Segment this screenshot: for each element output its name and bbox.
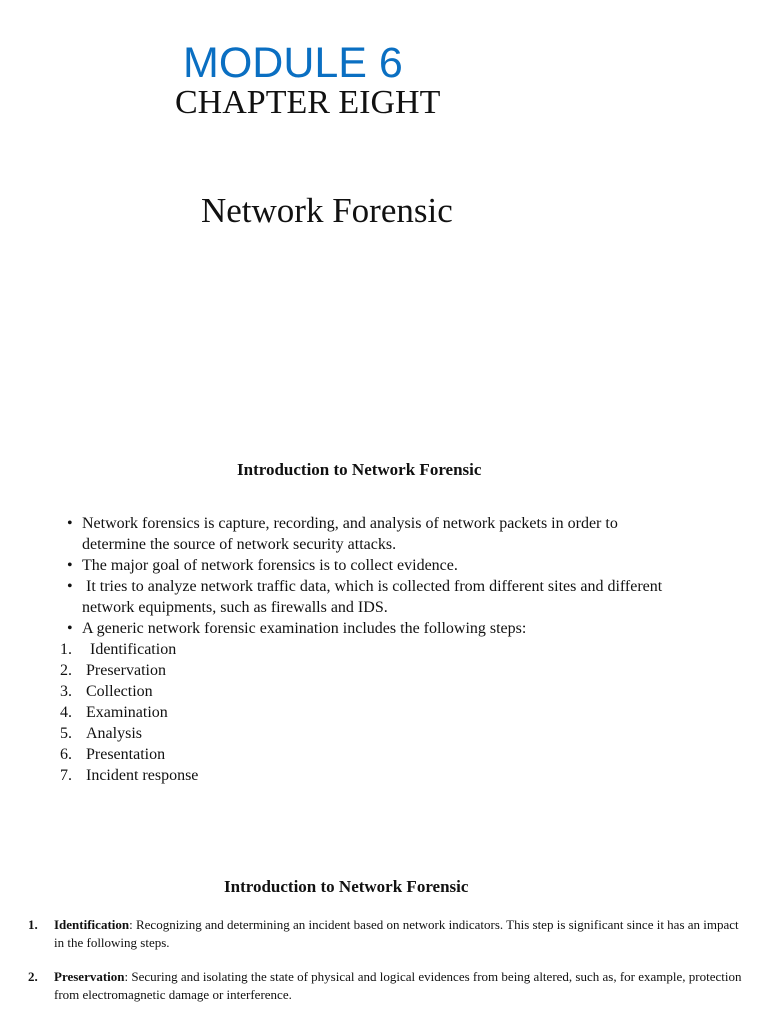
definition-item xyxy=(0,968,768,1004)
definition-number: 1. xyxy=(28,917,38,932)
bullet-line: Network forensics is capture, recording, and analysis of network packets in order to xyxy=(82,515,618,532)
step-item xyxy=(0,744,768,765)
step-item xyxy=(0,723,768,744)
step-label: Preservation xyxy=(86,662,166,679)
module-title: MODULE 6 xyxy=(183,39,403,87)
intro-bullet-list xyxy=(0,513,768,639)
step-label: Analysis xyxy=(86,725,142,742)
step-item xyxy=(0,702,768,723)
step-item xyxy=(0,639,768,660)
step-label: Incident response xyxy=(86,767,199,784)
bullet-symbol: • xyxy=(67,578,73,595)
details-heading: Introduction to Network Forensic xyxy=(224,877,469,896)
step-label: Examination xyxy=(86,704,168,721)
step-item xyxy=(0,681,768,702)
definition-term: Preservation xyxy=(54,969,125,984)
bullet-line: It tries to analyze network traffic data, which is collected from different sites and different xyxy=(82,578,663,595)
step-number: 5. xyxy=(60,725,72,742)
document-title: Network Forensic xyxy=(201,191,453,230)
bullet-line: network equipments, such as firewalls and IDS. xyxy=(82,599,388,616)
definition-item xyxy=(0,916,768,952)
bullet-line: determine the source of network security attacks. xyxy=(82,536,397,553)
definition-text: : Recognizing and determining an incident based on network indicators. This step is significant since it has an impact in the following steps. xyxy=(54,917,739,950)
step-number: 4. xyxy=(60,704,72,721)
step-label: Collection xyxy=(86,683,153,700)
steps-list xyxy=(0,639,768,786)
bullet-symbol: • xyxy=(67,515,73,532)
definition-text: : Securing and isolating the state of physical and logical evidences from being altered, such as, for example, protection from electromagnetic damage or interference. xyxy=(54,969,742,1002)
bullet-symbol: • xyxy=(67,620,73,637)
step-number: 2. xyxy=(60,662,72,679)
step-label: Identification xyxy=(86,641,177,658)
step-item xyxy=(0,765,768,786)
definition-term: Identification xyxy=(54,917,130,932)
step-label: Presentation xyxy=(86,746,166,763)
bullet-item xyxy=(0,555,768,576)
step-number: 3. xyxy=(60,683,72,700)
bullet-item xyxy=(0,618,768,639)
bullet-line: The major goal of network forensics is to collect evidence. xyxy=(82,557,458,574)
definition-body xyxy=(54,968,744,1004)
step-number: 6. xyxy=(60,746,72,763)
definition-list xyxy=(0,916,768,1020)
bullet-line: A generic network forensic examination includes the following steps: xyxy=(82,620,527,637)
definition-body xyxy=(54,916,744,952)
chapter-title: CHAPTER EIGHT xyxy=(175,84,441,121)
step-number: 1. xyxy=(60,641,72,658)
step-number: 7. xyxy=(60,767,72,784)
bullet-item xyxy=(0,576,768,618)
bullet-symbol: • xyxy=(67,557,73,574)
step-item xyxy=(0,660,768,681)
intro-heading: Introduction to Network Forensic xyxy=(237,460,482,479)
bullet-item xyxy=(0,513,768,555)
definition-number: 2. xyxy=(28,969,38,984)
